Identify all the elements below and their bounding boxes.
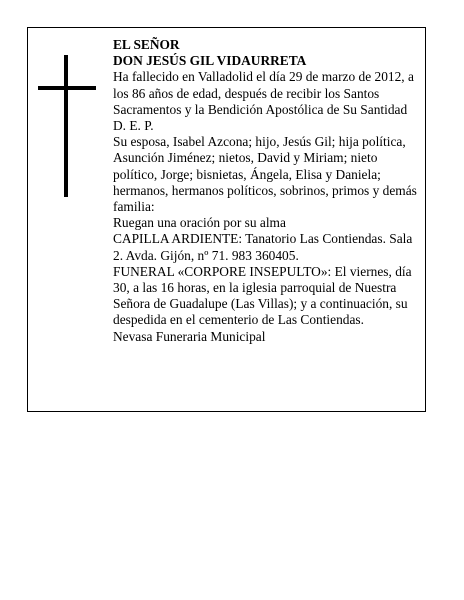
funeral-home: Nevasa Funeraria Municipal	[113, 328, 266, 344]
death-notice: Ha fallecido en Valladolid el día 29 de marzo de 2012, a los 86 años de edad, después de recibir los Santos Sacramentos y la Bendición Apostólica de Su Santidad D. E. P.	[113, 69, 414, 134]
cross-icon	[38, 55, 100, 197]
prayer-request: Ruegan una oración por su alma	[113, 215, 286, 231]
family-list: Su esposa, Isabel Azcona; hijo, Jesús Gil; hija política, Asunción Jiménez; nietos, David y Miriam; nieto político, Jorge; bisnietas, Ángela, Elisa y Daniela; hermanos, hermanos políticos, sobrinos, primos y demás familia:	[113, 134, 417, 215]
deceased-name: DON JESÚS GIL VIDAURRETA	[113, 53, 307, 69]
funeral-info: FUNERAL «CORPORE INSEPULTO»: El viernes, día 30, a las 16 horas, en la iglesia parroquial de Nuestra Señora de Guadalupe (Las Villas); y a continuación, su despedida en el cementerio de Las Contiendas.	[113, 263, 412, 328]
obituary-text	[113, 37, 419, 345]
honorific-title: EL SEÑOR	[113, 37, 180, 52]
chapel-info: CAPILLA ARDIENTE: Tanatorio Las Contiendas. Sala 2. Avda. Gijón, nº 71. 983 360405.	[113, 231, 413, 263]
cross-horizontal-bar	[38, 86, 96, 90]
cross-vertical-bar	[64, 55, 68, 197]
